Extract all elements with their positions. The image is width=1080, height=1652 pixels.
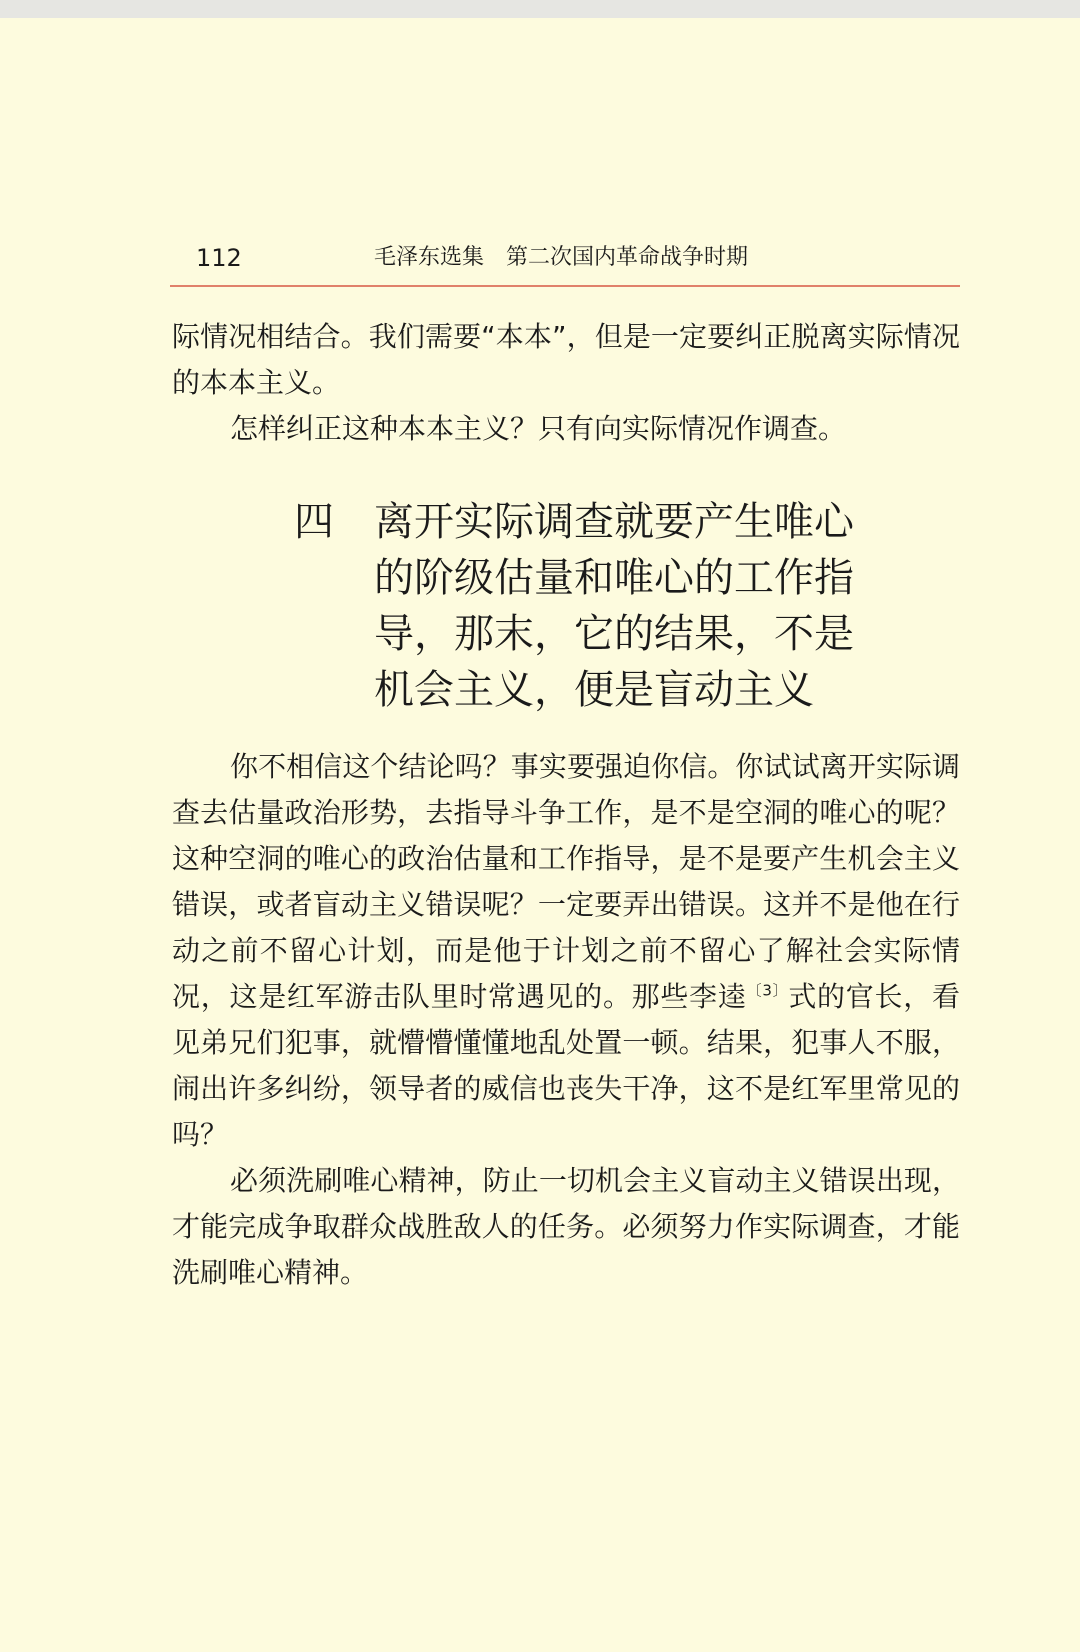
- section-number: 四: [294, 499, 334, 545]
- paragraph-continued: 际情况相结合。我们需要“本本”，但是一定要纠正脱离实际情况的本本主义。: [172, 320, 960, 399]
- section-heading: [172, 494, 960, 718]
- page-header: [170, 238, 960, 282]
- paragraph-text: 式的官长，看见弟兄们犯事，就懵懵懂懂地乱处置一顿。结果，犯事人不服，闹出许多纠纷，领导者的威信也丧失干净，这不是红军里常见的吗？: [172, 980, 960, 1151]
- page-number: 112: [196, 244, 242, 272]
- paragraph-text: 你不相信这个结论吗？事实要强迫你信。你试试离开实际调查去估量政治形势，去指导斗争工作，是不是空洞的唯心的呢？这种空洞的唯心的政治估量和工作指导，是不是要产生机会主义错误，或者盲动主义错误呢？一定要弄出错误。这并不是他在行动之前不留心计划，而是他于计划之前不留心了解社会实际情况，这是红军游击队里时常遇见的。那些李逵: [172, 750, 960, 1013]
- running-head: 毛泽东选集 第二次国内革命战争时期: [374, 245, 749, 270]
- header-rule: [170, 285, 960, 287]
- top-strip: [0, 0, 1080, 18]
- section-title: 离开实际调查就要产生唯心的阶级估量和唯心的工作指导，那末，它的结果，不是机会主义，便是盲动主义: [374, 499, 854, 713]
- footnote-reference[interactable]: 〔3〕: [746, 981, 789, 1000]
- page-content: [172, 314, 960, 1296]
- paragraph: 必须洗刷唯心精神，防止一切机会主义盲动主义错误出现，才能完成争取群众战胜敌人的任务。必须努力作实际调查，才能洗刷唯心精神。: [172, 1164, 960, 1289]
- paragraph: [172, 744, 960, 1158]
- paragraph: 怎样纠正这种本本主义？只有向实际情况作调查。: [230, 412, 847, 445]
